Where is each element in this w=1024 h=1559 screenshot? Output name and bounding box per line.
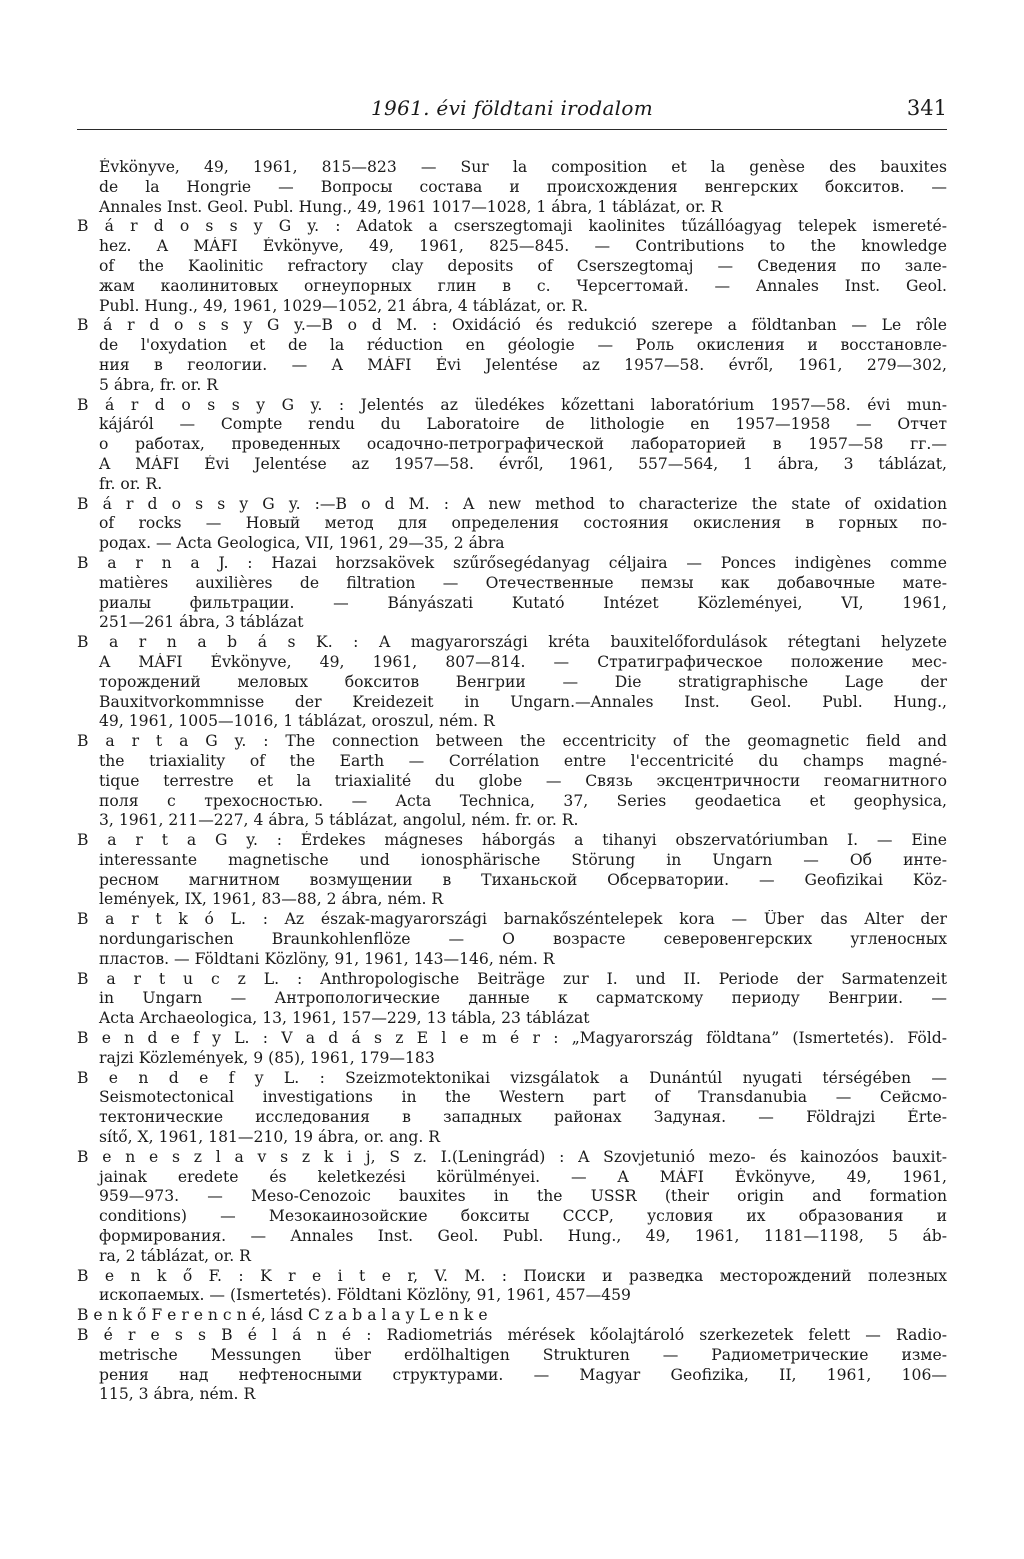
bibliography-line: B e n d e f y L. : Szeizmotektonikai vizsgálatok a Dunántúl nyugati térségében —: [77, 1068, 947, 1087]
bibliography-line: B á r d o s s y G y. : Jelentés az üledékes kőzettani laboratórium 1957—58. évi mun-: [77, 395, 947, 414]
bibliography-line: of rocks — Новый метод для определения состояния окисления в горных по-: [99, 514, 947, 533]
bibliography-line: conditions) — Мезокаинозойские бокситы СССР, условия их образования и: [99, 1207, 947, 1226]
bibliography-line: B e n e s z l a v s z k i j, S z. I.(Leningrád) : A Szovjetunió mezo- és kainozóos bauxit-: [77, 1147, 947, 1166]
bibliography-line: B a r n a J. : Hazai horzsakövek szűrősegédanyag céljaira — Ponces indigènes comme: [77, 553, 947, 572]
bibliography-line: B a r t a G y. : Érdekes mágneses háborgás a tihanyi obszervatóriumban I. — Eine: [77, 831, 947, 850]
bibliography-line: о работах, проведенных осадочно-петрографической лабораторией в 1957—58 гг.—: [99, 435, 947, 454]
bibliography-line: родах. — Acta Geologica, VII, 1961, 29—35, 2 ábra: [99, 534, 505, 553]
bibliography-line: B a r t a G y. : The connection between the eccentricity of the geomagnetic field and: [77, 732, 947, 751]
bibliography-line: жам каолинитовых огнеупорных глин в с. Черсегтомай. — Annales Inst. Geol.: [99, 276, 947, 295]
bibliography-line: sítő, X, 1961, 181—210, 19 ábra, or. ang. R: [99, 1128, 440, 1147]
bibliography-line: jainak eredete és keletkezési körülményei. — A MÁFI Évkönyve, 49, 1961,: [99, 1167, 947, 1186]
bibliography-line: A MÁFI Évkönyve, 49, 1961, 807—814. — Стратиграфическое положение мес-: [99, 652, 947, 671]
bibliography-line: ресном магнитном возмущении в Тиханьской Обсерватории. — Geofizikai Köz-: [99, 870, 947, 889]
bibliography-line: B e n d e f y L. : V a d á s z E l e m é r : „Magyarország földtana” (Ismertetés). Föld-: [77, 1029, 947, 1048]
bibliography-line: hez. A MÁFI Évkönyve, 49, 1961, 825—845. — Contributions to the knowledge: [99, 237, 947, 256]
running-title: 1961. évi földtani irodalom: [371, 96, 653, 120]
header-rule: [77, 129, 947, 130]
bibliography-line: kájáról — Compte rendu du Laboratoire de lithologie en 1957—1958 — Отчет: [99, 415, 947, 434]
page-number: 341: [906, 96, 947, 120]
bibliography-line: ископаемых. — (Ismertetés). Földtani Közlöny, 91, 1961, 457—459: [99, 1286, 631, 1305]
bibliography-line: ra, 2 táblázat, or. R: [99, 1246, 251, 1265]
bibliography-line: B é r e s s B é l á n é : Radiometriás mérések kőolajtároló szerkezetek felett — Radio-: [77, 1326, 947, 1345]
bibliography-line: de la Hongrie — Вопросы состава и происхождения венгерских бокситов. —: [99, 177, 947, 196]
bibliography-line: B e n k ő F e r e n c n é, lásd C z a b a l a y L e n k e: [77, 1306, 488, 1325]
bibliography-line: ния в геологии. — A MÁFI Évi Jelentése az 1957—58. évről, 1961, 279—302,: [99, 355, 947, 374]
bibliography-line: in Ungarn — Антропологические данные к сарматскому периоду Венгрии. —: [99, 989, 947, 1008]
bibliography-line: tique terrestre et la triaxialité du globe — Связь эксцентричности геомагнитного: [99, 771, 947, 790]
bibliography-line: A MÁFI Évi Jelentése az 1957—58. évről, 1961, 557—564, 1 ábra, 3 táblázat,: [99, 454, 947, 473]
bibliography-line: de l'oxydation et de la réduction en géologie — Роль окисления и восстановле-: [99, 336, 947, 355]
bibliography-line: 115, 3 ábra, ném. R: [99, 1385, 256, 1404]
bibliography-line: Acta Archaeologica, 13, 1961, 157—229, 13 tábla, 23 táblázat: [99, 1009, 590, 1028]
bibliography-line: nordungarischen Braunkohlenflöze — О возрасте северовенгерских угленосных: [99, 930, 947, 949]
bibliography-line: риалы фильтрации. — Bányászati Kutató Intézet Közleményei, VI, 1961,: [99, 593, 947, 612]
bibliography-line: B á r d o s s y G y.—B o d M. : Oxidáció és redukció szerepe a földtanban — Le rôle: [77, 316, 947, 335]
bibliography-line: of the Kaolinitic refractory clay deposits of Cserszegtomaj — Сведения по зале-: [99, 256, 947, 275]
bibliography-line: 49, 1961, 1005—1016, 1 táblázat, oroszul, ném. R: [99, 712, 495, 731]
bibliography-line: matières auxilières de filtration — Отечественные пемзы как добавочные мате-: [99, 573, 947, 592]
bibliography-line: 3, 1961, 211—227, 4 ábra, 5 táblázat, angolul, ném. fr. or. R.: [99, 811, 579, 830]
bibliography-line: metrische Messungen über erdölhaltigen Strukturen — Радиометрические изме-: [99, 1345, 947, 1364]
bibliography-line: B a r t u c z L. : Anthropologische Beiträge zur I. und II. Periode der Sarmatenzeit: [77, 969, 947, 988]
bibliography-line: формирования. — Annales Inst. Geol. Publ. Hung., 49, 1961, 1181—1198, 5 áb-: [99, 1227, 947, 1246]
page-header: [77, 96, 947, 136]
bibliography-line: Seismotectonical investigations in the Western part of Transdanubia — Сейсмо-: [99, 1088, 947, 1107]
bibliography-line: Évkönyve, 49, 1961, 815—823 — Sur la composition et la genèse des bauxites: [99, 158, 947, 176]
bibliography-line: B á r d o s s y G y. : Adatok a cserszegtomaji kaolinites tűzállóagyag telepek ismereté-: [77, 217, 947, 236]
bibliography-line: the triaxiality of the Earth — Corrélation entre l'eccentricité du champs magné-: [99, 751, 947, 770]
bibliography-line: Bauxitvorkommnisse der Kreidezeit in Ungarn.—Annales Inst. Geol. Publ. Hung.,: [99, 692, 947, 711]
bibliography-line: 959—973. — Meso-Cenozoic bauxites in the USSR (their origin and formation: [99, 1187, 947, 1206]
bibliography-line: 251—261 ábra, 3 táblázat: [99, 613, 304, 632]
bibliography-line: Publ. Hung., 49, 1961, 1029—1052, 21 ábra, 4 táblázat, or. R.: [99, 296, 589, 315]
bibliography-line: 5 ábra, fr. or. R: [99, 375, 219, 394]
bibliography-line: B a r n a b á s K. : A magyarországi kréta bauxitelőfordulások rétegtani helyzete: [77, 633, 947, 652]
bibliography-line: торождений меловых бокситов Венгрии — Die stratigraphische Lage der: [99, 672, 947, 691]
bibliography-line: B e n k ő F. : K r e i t e r, V. M. : Поиски и разведка месторождений полезных: [77, 1266, 947, 1285]
bibliography-line: рения над нефтеносными структурами. — Magyar Geofizika, II, 1961, 106—: [99, 1365, 947, 1384]
bibliography-line: rajzi Közlemények, 9 (85), 1961, 179—183: [99, 1048, 435, 1067]
bibliography-line: тектонические исследования в западных районах Задуная. — Földrajzi Érte-: [99, 1108, 947, 1127]
bibliography-line: B á r d o s s y G y. :—B o d M. : A new method to characterize the state of oxidation: [77, 494, 947, 513]
bibliography-line: lemények, IX, 1961, 83—88, 2 ábra, ném. R: [99, 890, 444, 909]
bibliography-line: B a r t k ó L. : Az észak-magyarországi barnakőszéntelepek kora — Über das Alter der: [77, 910, 947, 929]
bibliography-line: пластов. — Földtani Közlöny, 91, 1961, 143—146, ném. R: [99, 949, 555, 968]
bibliography-line: поля с трехосностью. — Acta Technica, 37, Series geodaetica et geophysica,: [99, 791, 947, 810]
bibliography-line: fr. or. R.: [99, 474, 163, 493]
bibliography-line: Annales Inst. Geol. Publ. Hung., 49, 1961 1017—1028, 1 ábra, 1 táblázat, or. R: [99, 197, 723, 216]
bibliography-line: interessante magnetische und ionosphärische Störung in Ungarn — Об инте-: [99, 850, 947, 869]
bibliography-list: [77, 158, 947, 1405]
